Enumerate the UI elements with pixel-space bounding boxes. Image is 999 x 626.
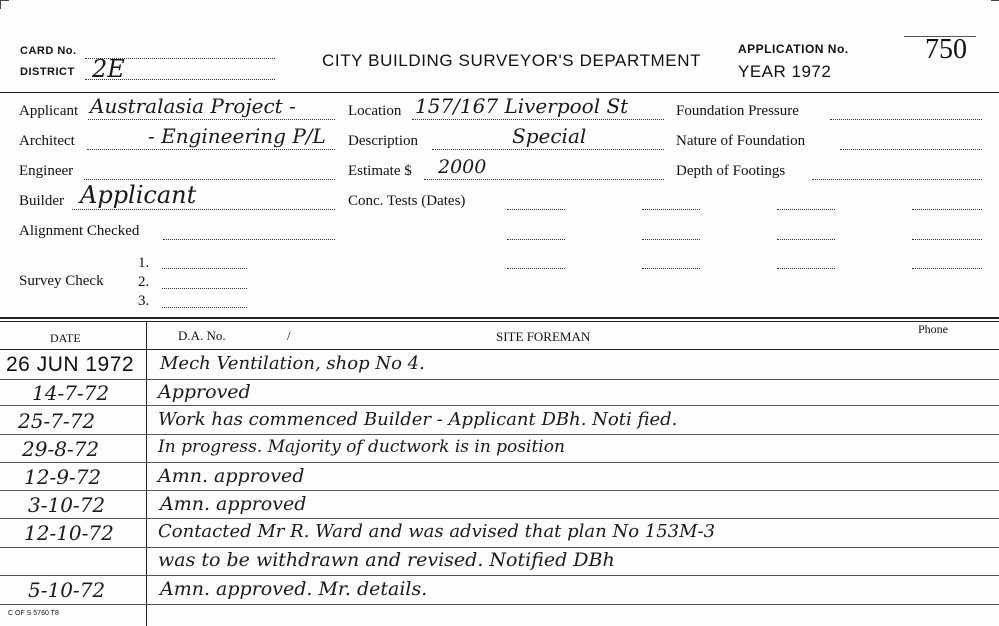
- conc-tests-label: Conc. Tests (Dates): [348, 193, 466, 209]
- builder-value: Applicant: [80, 181, 197, 209]
- corner-mark: [0, 0, 9, 9]
- survey-item-1: 1.: [138, 255, 150, 271]
- location-value: 157/167 Liverpool St: [415, 94, 629, 118]
- row-line: [0, 547, 999, 548]
- conc-line-3d: [912, 268, 982, 269]
- district-label: DISTRICT: [20, 66, 75, 78]
- entry-text: Amn. approved: [158, 465, 305, 487]
- da-header: D.A. No.: [178, 328, 226, 343]
- alignment-label: Alignment Checked: [19, 223, 140, 239]
- description-value: Special: [512, 124, 587, 148]
- applicant-label: Applicant: [19, 103, 79, 119]
- entry-text: Amn. approved: [160, 493, 307, 515]
- row-line: [0, 462, 999, 463]
- location-line: [412, 119, 664, 120]
- row-line: [0, 405, 999, 406]
- architect-label: Architect: [19, 133, 75, 149]
- survey-line-1: [162, 268, 247, 269]
- architect-line: [87, 149, 335, 150]
- depth-footings-label: Depth of Footings: [676, 163, 786, 179]
- department-title: CITY BUILDING SURVEYOR'S DEPARTMENT: [322, 51, 702, 70]
- nature-foundation-label: Nature of Foundation: [676, 133, 806, 149]
- description-line: [432, 149, 664, 150]
- entry-text: Amn. approved. Mr. details.: [160, 578, 428, 600]
- entry-date: 12-10-72: [24, 521, 114, 545]
- row-line: [0, 490, 999, 491]
- entry-date: 14-7-72: [32, 381, 110, 405]
- date-header: DATE: [50, 331, 81, 345]
- builder-label: Builder: [19, 193, 64, 209]
- log-top-border-2: [0, 321, 999, 322]
- entry-text: In progress. Majority of ductwork is in position: [158, 437, 565, 457]
- entry-date-stamp: 26 JUN 1972: [6, 353, 135, 376]
- year-label: YEAR 1972: [738, 62, 832, 81]
- depth-footings-line: [812, 179, 982, 180]
- entry-text: Mech Ventilation, shop No 4.: [160, 353, 425, 374]
- conc-line-2b: [642, 239, 700, 240]
- conc-line-2d: [912, 239, 982, 240]
- foundation-pressure-label: Foundation Pressure: [676, 103, 799, 119]
- architect-value: - Engineering P/L: [148, 124, 326, 148]
- row-line: [0, 434, 999, 435]
- conc-line-2a: [507, 239, 565, 240]
- application-label: APPLICATION No.: [738, 42, 849, 56]
- entry-text: Approved: [158, 381, 251, 403]
- application-underline: [904, 36, 976, 37]
- date-column-divider: [146, 321, 147, 626]
- estimate-value: 2000: [438, 156, 487, 178]
- applicant-value: Australasia Project -: [90, 94, 296, 118]
- row-line: [0, 604, 999, 605]
- entry-date: 25-7-72: [18, 409, 96, 433]
- site-foreman-header: SITE FOREMAN: [496, 329, 591, 344]
- survey-item-2: 2.: [138, 274, 150, 290]
- row-line: [0, 575, 999, 576]
- log-header-divider: [0, 349, 999, 350]
- conc-line-3a: [507, 268, 565, 269]
- row-line: [0, 518, 999, 519]
- corner-mark: [991, 0, 999, 9]
- entry-text: Contacted Mr R. Ward and was advised that plan No 153M-3: [158, 521, 716, 542]
- applicant-line: [88, 119, 335, 120]
- engineer-label: Engineer: [19, 163, 74, 179]
- conc-line-1c: [777, 209, 835, 210]
- nature-foundation-line: [840, 149, 982, 150]
- form-code: C OF S 5760 T8: [8, 610, 59, 617]
- entry-date: 3-10-72: [28, 493, 106, 517]
- header-divider: [0, 92, 999, 93]
- foundation-pressure-line: [830, 119, 982, 120]
- da-slash: /: [287, 328, 291, 343]
- conc-line-1d: [912, 209, 982, 210]
- survey-label: Survey Check: [19, 273, 104, 289]
- builder-line: [72, 209, 335, 210]
- estimate-line: [424, 179, 664, 180]
- conc-line-1b: [642, 209, 700, 210]
- entry-text: was to be withdrawn and revised. Notified DBh: [158, 549, 615, 571]
- survey-line-3: [162, 307, 247, 308]
- location-label: Location: [348, 103, 402, 119]
- row-line: [0, 379, 999, 380]
- estimate-label: Estimate $: [348, 163, 412, 179]
- entry-date: 12-9-72: [24, 465, 102, 489]
- conc-line-1a: [507, 209, 565, 210]
- conc-line-2c: [777, 239, 835, 240]
- card-no-label: CARD No.: [20, 45, 77, 57]
- conc-line-3c: [777, 268, 835, 269]
- log-top-border: [0, 317, 999, 319]
- district-value: 2E: [92, 55, 125, 83]
- survey-line-2: [162, 288, 247, 289]
- application-number: 750: [925, 34, 967, 65]
- entry-date: 5-10-72: [28, 578, 106, 602]
- description-label: Description: [348, 133, 418, 149]
- alignment-line: [163, 239, 335, 240]
- entry-text: Work has commenced Builder - Applicant DBh. Noti fied.: [158, 409, 678, 430]
- engineer-line: [84, 179, 335, 180]
- phone-header: Phone: [918, 322, 948, 336]
- survey-item-3: 3.: [138, 293, 150, 309]
- conc-line-3b: [642, 268, 700, 269]
- entry-date: 29-8-72: [22, 437, 100, 461]
